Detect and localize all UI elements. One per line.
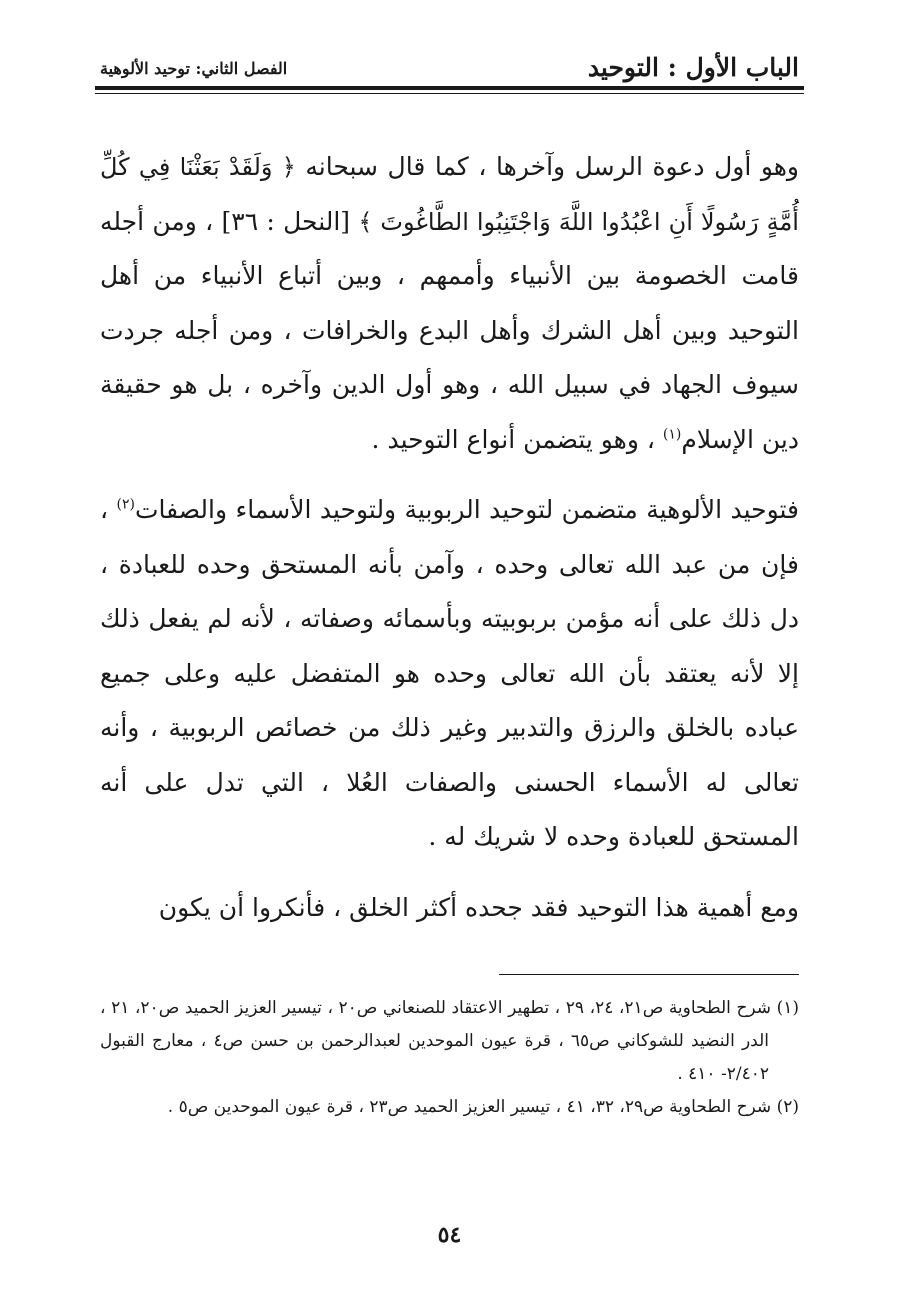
quran-verse: ﴿ وَلَقَدْ بَعَثْنَا فِي كُلِّ أُمَّةٍ رَسُولًا أَنِ اعْبُدُوا اللَّهَ وَاجْتَنِبُوا الطَّاغُوتَ ﴾ [100, 153, 799, 236]
header-rule-thin [95, 93, 804, 94]
chapter-title: الباب الأول : التوحيد [587, 53, 799, 82]
paragraph-1-text: [النحل : ٣٦] ، ومن أجله قامت الخصومة بين الأنبياء وأممهم ، وبين أتباع الأنبياء من أهل التوحيد وبين أهل الشرك وأهل البدع والخرافات ، ومن أجله جردت سيوف الجهاد في سبيل الله ، وهو أول الدين وآخره ، بل هو حقيقة دين الإسلام [100, 206, 799, 454]
header-rule-thick [95, 86, 804, 90]
paragraph-1-end: ، وهو يتضمن أنواع التوحيد . [371, 424, 663, 454]
section-title: الفصل الثاني: توحيد الألوهية [100, 59, 288, 78]
footnote-marker-2: (٢) [116, 496, 135, 513]
paragraph-1-intro: وهو أول دعوة الرسل وآخرها ، كما قال سبحانه [295, 152, 800, 181]
page-number: ٥٤ [437, 1222, 462, 1248]
paragraph-1 [100, 140, 799, 467]
paragraph-2 [100, 483, 799, 865]
footnote-2: (٢) شرح الطحاوية ص٢٩، ٣٢، ٤١ ، تيسير العزيز الحميد ص٢٣ ، قرة عيون الموحدين ص٥ . [167, 1097, 799, 1117]
running-header [100, 40, 799, 82]
footnotes [100, 992, 799, 1124]
paragraph-2-text: ، فإن من عبد الله تعالى وحده ، وآمن بأنه المستحق وحده للعبادة ، دل ذلك على أنه مؤمن بربوبيته وبأسمائه وصفاته ، لأنه لم يفعل ذلك إلا لأنه يعتقد بأن الله تعالى وحده هو المتفضل عليه وعلى جميع عباده بالخلق والرزق والتدبير وغير ذلك من خصائص الربوبية ، وأنه تعالى له الأسماء الحسنى والصفات العُلا ، التي تدل على أنه المستحق للعبادة وحده لا شريك له . [100, 495, 799, 851]
footnote-separator [499, 974, 799, 975]
footnote-marker-1: (١) [662, 426, 682, 443]
paragraph-2-intro: فتوحيد الألوهية متضمن لتوحيد الربوبية ولتوحيد الأسماء والصفات [134, 495, 799, 524]
footnote-1: (١) شرح الطحاوية ص٢١، ٢٤، ٢٩ ، تطهير الاعتقاد للصنعاني ص٢٠ ، تيسير العزيز الحميد ص٢٠، ٢١ ، الدر النضيد للشوكاني ص٦٥ ، قرة عيون الموحدين لعبدالرحمن بن حسن ص٤ ، معارج القبول ٢/٤٠٢- ٤١٠ . [100, 998, 800, 1084]
main-text [100, 140, 799, 951]
paragraph-3: ومع أهمية هذا التوحيد فقد جحده أكثر الخلق ، فأنكروا أن يكون [158, 892, 799, 922]
